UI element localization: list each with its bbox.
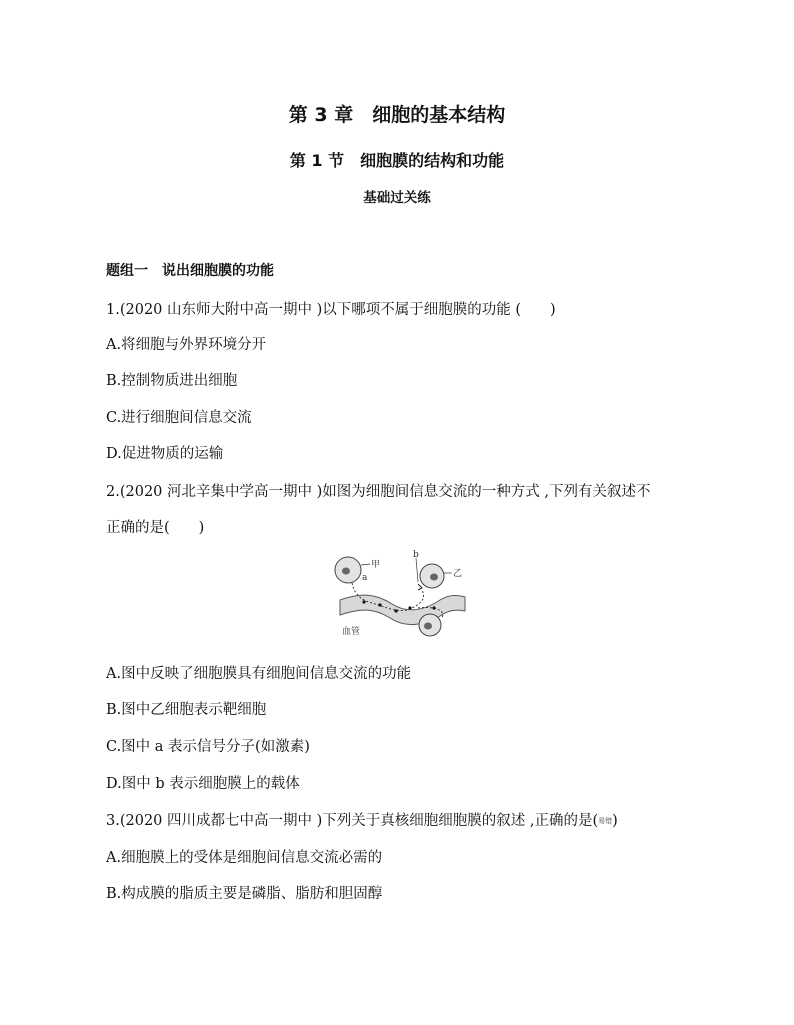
error-prone-tag: 易错 <box>598 817 613 825</box>
signal-molecule <box>432 606 435 609</box>
question-2-option-a: A.图中反映了细胞膜具有细胞间信息交流的功能 <box>106 666 412 682</box>
signal-molecule <box>378 603 381 606</box>
label-b: b <box>413 550 419 560</box>
question-2-stem-line-2: 正确的是( ) <box>106 520 205 536</box>
label-leader-jia <box>361 564 370 565</box>
section-title: 第 1 节 细胞膜的结构和功能 <box>289 151 505 170</box>
receptor-mark <box>418 584 422 590</box>
signal-molecule <box>394 609 397 612</box>
blood-vessel-shape <box>340 595 465 624</box>
label-vessel: 血管 <box>342 627 361 637</box>
signal-molecule <box>408 606 411 609</box>
question-3-option-a: A.细胞膜上的受体是细胞间信息交流必需的 <box>106 850 383 866</box>
question-3-stem-text: 3.(2020 四川成都七中高一期中 )下列关于真核细胞细胞膜的叙述 ,正确的是( <box>106 813 599 829</box>
question-3-option-b: B.构成膜的脂质主要是磷脂、脂肪和胆固醇 <box>106 886 383 902</box>
target-cell-lower-nucleus <box>424 623 432 630</box>
label-leader-b <box>416 558 418 582</box>
signal-molecule <box>362 600 365 603</box>
cell-yi-nucleus <box>430 574 438 581</box>
cell-signaling-diagram <box>330 548 466 640</box>
question-1-option-a: A.将细胞与外界环境分开 <box>106 337 267 353</box>
group-heading: 题组一 说出细胞膜的功能 <box>106 263 274 279</box>
label-jia: 甲 <box>371 560 381 570</box>
exercise-subtitle: 基础过关练 <box>363 190 431 206</box>
question-2-option-b: B.图中乙细胞表示靶细胞 <box>106 702 267 718</box>
question-1-option-c: C.进行细胞间信息交流 <box>106 410 252 426</box>
chapter-title: 第 3 章 细胞的基本结构 <box>288 104 506 126</box>
question-2-option-c: C.图中 a 表示信号分子(如激素) <box>106 739 310 755</box>
question-3-stem <box>106 809 618 830</box>
question-1-option-d: D.促进物质的运输 <box>106 446 224 462</box>
question-2-stem-line-1: 2.(2020 河北辛集中学高一期中 )如图为细胞间信息交流的一种方式 ,下列有关叙述不 <box>106 484 651 500</box>
label-a: a <box>362 573 368 583</box>
question-2-option-d: D.图中 b 表示细胞膜上的载体 <box>106 776 300 792</box>
question-1-option-b: B.控制物质进出细胞 <box>106 373 238 389</box>
label-yi: 乙 <box>453 569 463 579</box>
question-1-stem: 1.(2020 山东师大附中高一期中 )以下哪项不属于细胞膜的功能 ( ) <box>106 302 556 318</box>
cell-jia-nucleus <box>342 568 350 575</box>
question-3-stem-end: ) <box>612 813 618 829</box>
